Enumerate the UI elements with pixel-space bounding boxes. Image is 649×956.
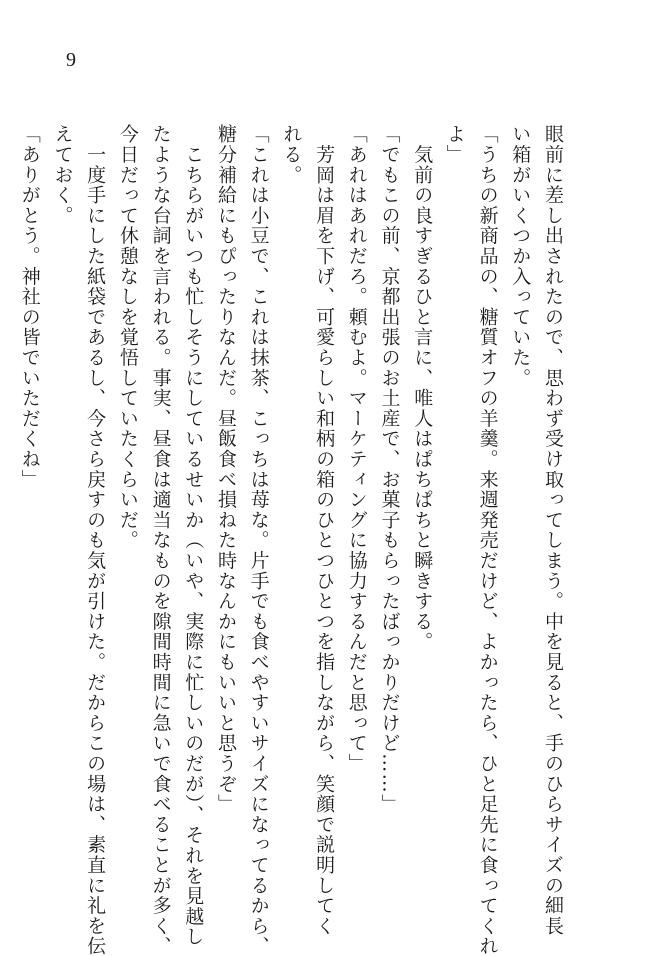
text-line: 「ありがとう。神社の皆でいただくね」 [18, 124, 41, 490]
text-line: れる。 [280, 124, 303, 185]
text-line: 「これは小豆で、これは抹茶、こっちは苺な。片手でも食べやすいサイズになってるから、 [247, 124, 270, 956]
text-line: 気前の良すぎるひと言に、唯人はぱちぱちと瞬きする。 [411, 124, 434, 652]
text-line: い箱がいくつか入っていた。 [509, 124, 532, 388]
text-line: こちらがいつも忙しそうにしているせいか（いや、実際に忙しいのだが）、それを見越し [182, 124, 205, 947]
text-line: 今日だって休憩なしを覚悟していたくらいだ。 [116, 124, 139, 551]
text-line: 「あれはあれだろ。頼むよ。マーケティングに協力するんだと思って」 [345, 124, 368, 774]
text-line: 一度手にした紙袋であるし、今さら戻すのも気が引けた。だからこの場は、素直に礼を伝 [84, 124, 107, 956]
text-line: よ」 [443, 124, 466, 165]
text-line: 眼前に差し出されたので、思わず受け取ってしまう。中を見ると、手のひらサイズの細長 [542, 124, 564, 936]
text-line: たような台詞を言われる。事実、昼食は適当なものを隙間時間に急いで食べることが多く、 [149, 124, 172, 956]
text-line: 「でもこの前、京都出張のお土産で、お菓子もらったばっかりだけど……」 [378, 124, 401, 815]
text-line: 芳岡は眉を下げ、可愛らしい和柄の箱のひとつひとつを指しながら、笑顔で説明してく [313, 124, 336, 936]
page-number: 9 [66, 49, 76, 71]
text-line: えておく。 [51, 124, 74, 226]
text-line: 「うちの新商品の、糖質オフの羊羹。来週発売だけど、よかったら、ひと足先に食ってくれ [476, 124, 499, 956]
text-line: 糖分補給にもぴったりなんだ。昼飯食べ損ねた時なんかにもいいと思うぞ」 [214, 124, 237, 815]
vertical-text-body [18, 124, 569, 956]
